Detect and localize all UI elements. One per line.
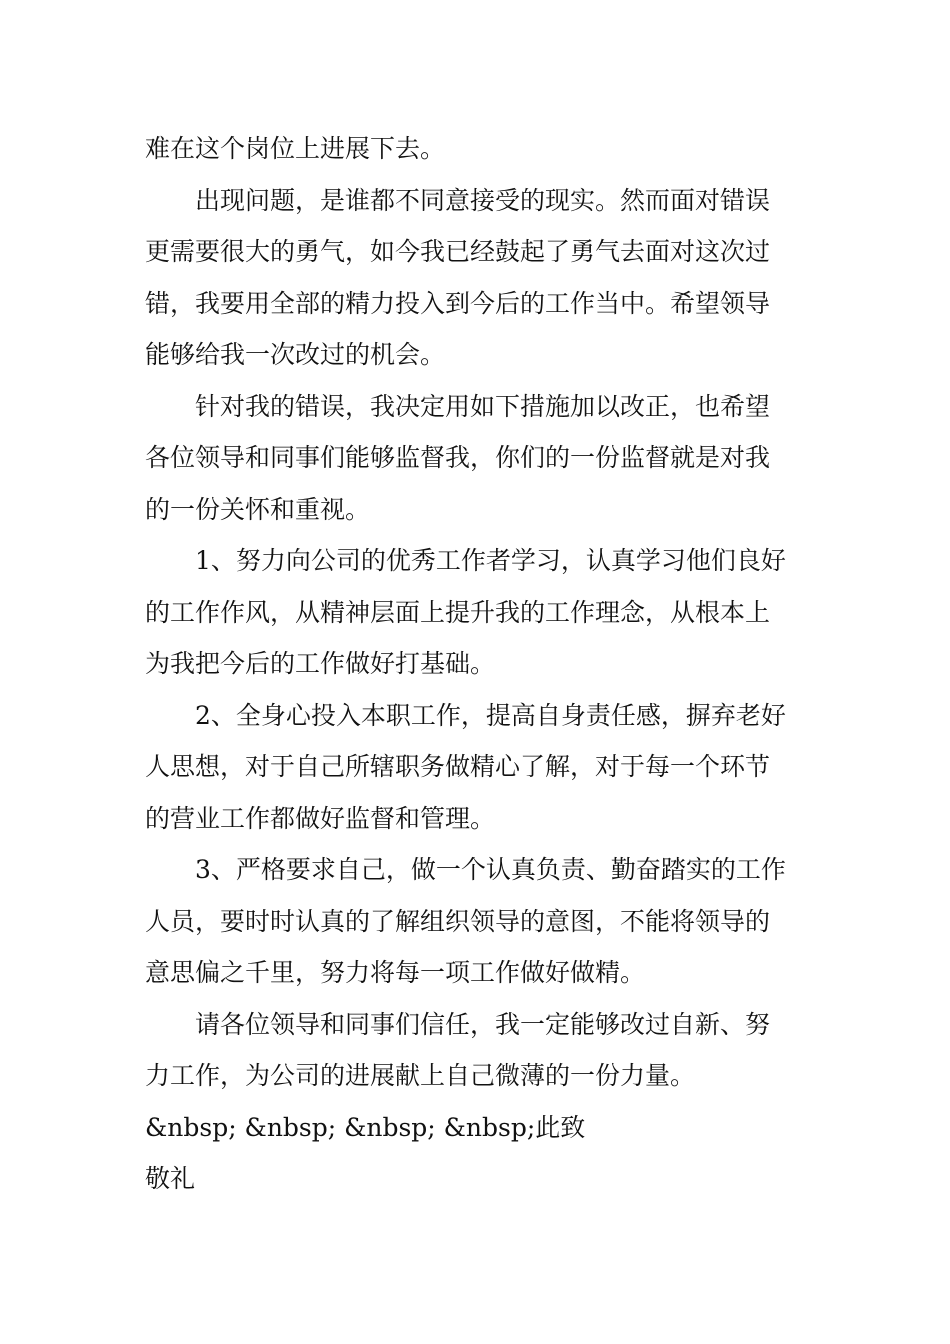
document-body: [145, 123, 805, 1205]
text-line: 力工作，为公司的进展献上自己微薄的一份力量。: [145, 1061, 696, 1090]
text-line: 人思想，对于自己所辖职务做精心了解，对于每一个环节: [145, 752, 771, 781]
text-line: 意思偏之千里，努力将每一项工作做好做精。: [145, 958, 646, 987]
text-line: 为我把今后的工作做好打基础。: [145, 649, 496, 678]
text-line: 3、严格要求自己，做一个认真负责、勤奋踏实的工作: [195, 855, 786, 884]
text-line: 更需要很大的勇气，如今我已经鼓起了勇气去面对这次过: [145, 237, 771, 266]
text-line: 的工作作风，从精神层面上提升我的工作理念，从根本上: [145, 597, 771, 627]
text-line: 针对我的错误，我决定用如下措施加以改正，也希望: [195, 391, 771, 421]
text-line: 2、全身心投入本职工作，提高自身责任感，摒弃老好: [195, 700, 786, 730]
salutation-line: 敬礼: [145, 1164, 196, 1193]
text-line: 错，我要用全部的精力投入到今后的工作当中。希望领导: [145, 288, 771, 318]
text-line: 的一份关怀和重视。: [145, 494, 371, 524]
closing-line: &nbsp; &nbsp; &nbsp; &nbsp;此致: [145, 1112, 586, 1142]
text-line: 请各位领导和同事们信任，我一定能够改过自新、努: [195, 1009, 771, 1039]
text-line: 的营业工作都做好监督和管理。: [145, 803, 496, 833]
text-line: 人员，要时时认真的了解组织领导的意图，不能将领导的: [145, 906, 771, 936]
text-line: 各位领导和同事们能够监督我，你们的一份监督就是对我: [145, 443, 771, 472]
text-line: 1、努力向公司的优秀工作者学习，认真学习他们良好: [195, 546, 786, 575]
text-line: 出现问题，是谁都不同意接受的现实。然而面对错误: [195, 185, 771, 215]
text-line: 难在这个岗位上进展下去。: [145, 134, 446, 163]
text-line: 能够给我一次改过的机会。: [145, 340, 446, 369]
